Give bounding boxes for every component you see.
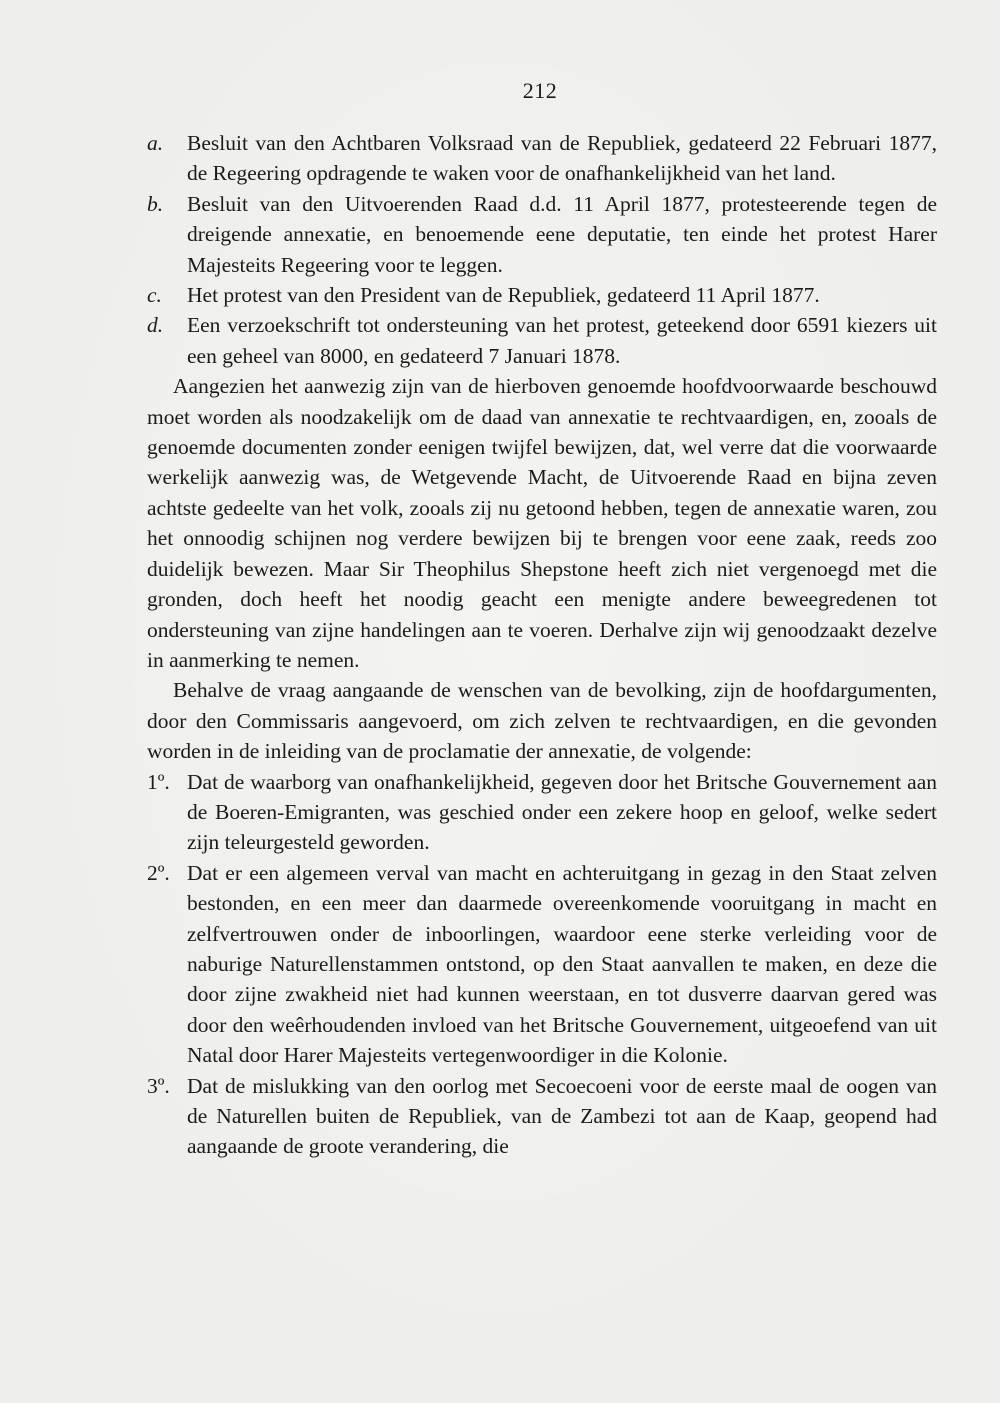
list-item-c — [147, 280, 937, 310]
item-text: Een verzoekschrift tot ondersteuning van het protest, geteekend door 6591 kiezers uit een geheel van 8000, en gedateerd 7 Januari 1878. — [187, 313, 937, 368]
item-text: Dat de mislukking van den oorlog met Secoecoeni voor de eerste maal de oogen van de Naturellen buiten de Republiek, van de Zambezi tot aan de Kaap, geopend had aangaande de groote verandering, die — [187, 1073, 937, 1159]
item-number: 1º. — [147, 769, 170, 794]
item-marker: a. — [147, 131, 164, 155]
paragraph-annexation-argument: Aangezien het aanwezig zijn van de hierboven genoemde hoofdvoorwaarde beschouwd moet worden als noodzakelijk om de daad van annexatie te rechtvaardigen, en, zooals de genoemde documenten zonder eenigen twijfel bewijzen, dat, wel verre dat die voorwaarde werkelijk aanwezig was, de Wetgevende Macht, de Uitvoerende Raad en bijna zeven achtste gedeelte van het volk, zooals zij nu getoond hebben, tegen de annexatie waren, zou het onnoodig schijnen nog verdere bewijzen bij te brengen voor eene zaak, reeds zoo duidelijk bewezen. Maar Sir Theophilus Shepstone heeft zich niet vergenoegd met die gronden, doch heeft het noodig geacht een menigte andere beweegredenen tot ondersteuning van zijne handelingen aan te voeren. Derhalve zijn wij genoodzaakt dezelve in aanmerking te nemen. — [147, 374, 937, 672]
numbered-item-2 — [147, 858, 937, 1071]
list-item-b — [147, 189, 937, 280]
list-item-d — [147, 310, 937, 371]
item-number: 2º. — [147, 860, 170, 885]
numbered-item-3 — [147, 1071, 937, 1162]
item-text: Dat er een algemeen verval van macht en achteruitgang in gezag in den Staat zelven bestonden, en een meer dan daarmede overeenkomende vooruitgang in macht en zelfvertrouwen onder de inboorlingen, waardoor eene sterke verleiding voor de naburige Naturellenstammen ontstond, op den Staat aanvallen te maken, en deze die door zijne zwakheid niet had kunnen weerstaan, en tot dusverre daarvan gered was door den weêrhoudenden invloed van het Britsche Gouvernement, uitgeoefend van uit Natal door Harer Majesteits vertegenwoordiger in die Kolonie. — [187, 860, 937, 1068]
page-body — [147, 128, 937, 1162]
item-marker: d. — [147, 313, 164, 338]
page-number: 212 — [522, 78, 558, 103]
list-item-a — [147, 128, 937, 189]
numbered-item-1 — [147, 767, 937, 858]
item-text: Dat de waarborg van onafhankelijkheid, gegeven door het Britsche Gouvernement aan de Boeren-Emigranten, was geschied onder een zekere hoop en geloof, welke sedert zijn teleurgesteld geworden. — [187, 769, 937, 855]
item-marker: c. — [147, 283, 162, 308]
item-text: Besluit van den Achtbaren Volksraad van de Republiek, gedateerd 22 Februari 1877, de Regeering opdragende te waken voor de onafhankelijkheid van het land. — [187, 131, 937, 186]
item-number: 3º. — [147, 1073, 170, 1098]
paragraph-main-arguments: Behalve de vraag aangaande de wenschen van de bevolking, zijn de hoofdargumenten, door den Commissaris aangevoerd, om zich zelven te rechtvaardigen, en die gevonden worden in de inleiding van de proclamatie der annexatie, de volgende: — [147, 678, 937, 764]
item-marker: b. — [147, 191, 164, 216]
item-text: Besluit van den Uitvoerenden Raad d.d. 11 April 1877, protesteerende tegen de dreigende annexatie, en benoemende eene deputatie, ten einde het protest Harer Majesteits Regeering voor te leggen. — [187, 191, 937, 277]
item-text: Het protest van den President van de Republiek, gedateerd 11 April 1877. — [187, 283, 820, 308]
